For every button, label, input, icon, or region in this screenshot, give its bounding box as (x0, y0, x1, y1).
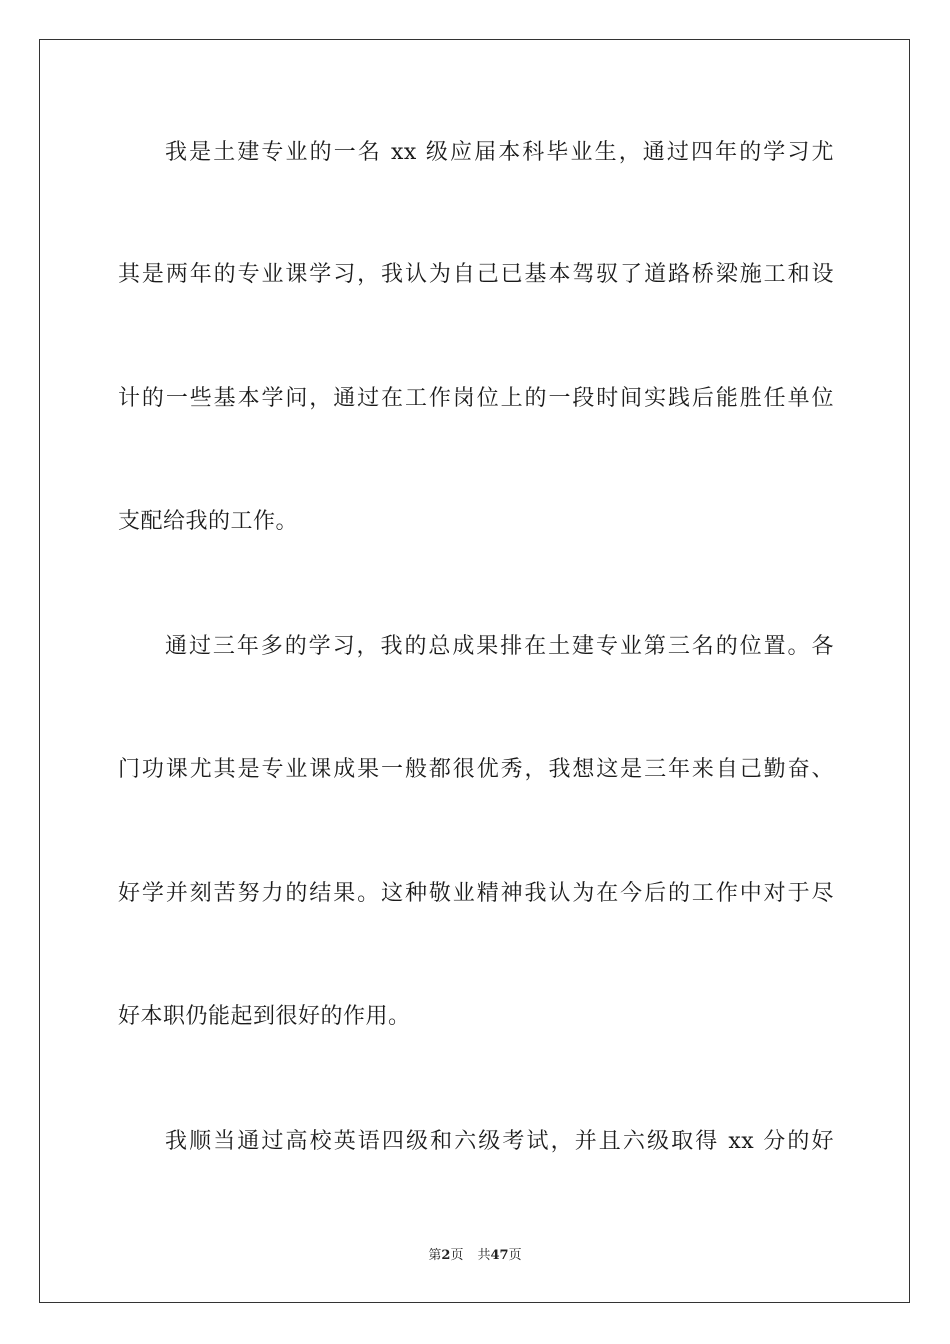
paragraph-1-line-4: 支配给我的工作。 (118, 509, 299, 534)
paragraph-2-line-2: 门功课尤其是专业课成果一般都很优秀，我想这是三年来自己勤奋、 (118, 757, 834, 782)
paragraph-2-line-4: 好本职仍能起到很好的作用。 (118, 1004, 411, 1029)
page-footer (0, 1248, 950, 1264)
footer-page-suffix: 页 (450, 1248, 464, 1263)
footer-total-suffix: 页 (508, 1248, 522, 1263)
footer-total-pages: 47 (490, 1248, 509, 1263)
paragraph-2-line-1: 通过三年多的学习，我的总成果排在土建专业第三名的位置。各 (165, 634, 834, 659)
paragraph-2-line-3: 好学并刻苦努力的结果。这种敬业精神我认为在今后的工作中对于尽 (118, 881, 834, 906)
paragraph-1-line-1: 我是土建专业的一名 xx 级应届本科毕业生，通过四年的学习尤 (165, 140, 834, 165)
paragraph-1-line-3: 计的一些基本学问，通过在工作岗位上的一段时间实践后能胜任单位 (118, 386, 834, 411)
footer-page-prefix: 第 (428, 1248, 442, 1263)
paragraph-3-line-1: 我顺当通过高校英语四级和六级考试，并且六级取得 xx 分的好 (165, 1129, 834, 1154)
page-border (39, 39, 910, 1303)
footer-page-number: 2 (441, 1248, 451, 1263)
footer-total-prefix: 共 (477, 1248, 491, 1263)
paragraph-1-line-2: 其是两年的专业课学习，我认为自己已基本驾驭了道路桥梁施工和设 (118, 262, 834, 287)
